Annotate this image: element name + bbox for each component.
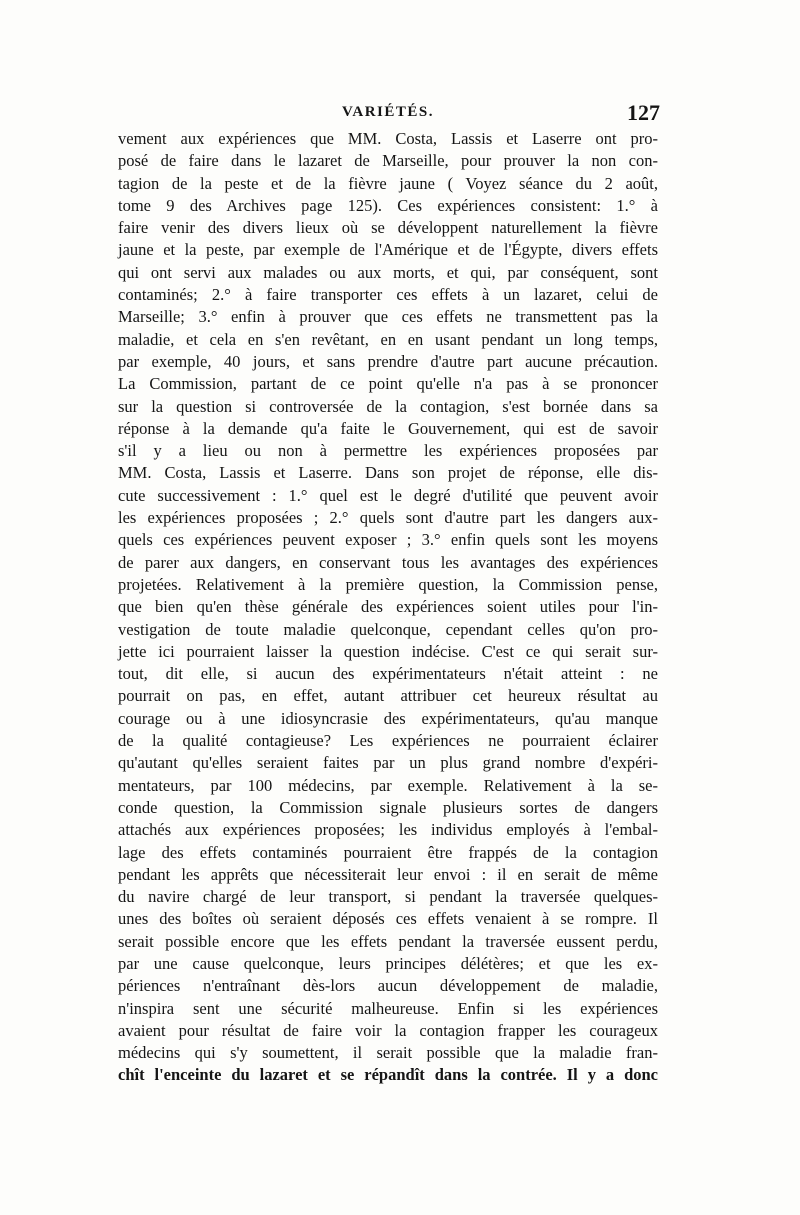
page-number: 127 <box>627 100 660 125</box>
text-line: Marseille; 3.° enfin à prouver que ces effets ne transmettent pas la <box>118 307 658 327</box>
text-line: réponse à la demande qu'a faite le Gouvernement, qui est de savoir <box>118 418 658 438</box>
text-line: s'il y a lieu ou non à permettre les expériences proposées par <box>118 441 658 461</box>
text-line: posé de faire dans le lazaret de Marseille, pour prouver la non con- <box>118 151 658 171</box>
text-line: qu'autant qu'elles seraient faites par un plus grand nombre d'expéri- <box>118 753 658 773</box>
text-line: que bien qu'en thèse générale des expériences soient utiles pour l'in- <box>118 597 658 617</box>
text-line: conde question, la Commission signale plusieurs sortes de dangers <box>118 797 658 817</box>
text-line: les expériences proposées ; 2.° quels sont d'autre part les dangers aux- <box>118 508 658 528</box>
text-line: lage des effets contaminés pourraient être frappés de la contagion <box>118 842 658 862</box>
text-line: de la qualité contagieuse? Les expériences ne pourraient éclairer <box>118 731 658 751</box>
text-line: serait possible encore que les effets pendant la traversée eussent perdu, <box>118 931 658 951</box>
text-line: courage ou à une idiosyncrasie des expérimentateurs, qu'au manque <box>118 708 658 728</box>
text-line: jaune et la peste, par exemple de l'Amérique et de l'Égypte, divers effets <box>118 240 658 260</box>
text-line: MM. Costa, Lassis et Laserre. Dans son projet de réponse, elle dis- <box>118 463 658 483</box>
text-line: cute successivement : 1.° quel est le degré d'utilité que peuvent avoir <box>118 485 658 505</box>
text-line: par exemple, 40 jours, et sans prendre d'autre part aucune précaution. <box>118 351 658 371</box>
text-line: n'inspira sent une sécurité malheureuse. Enfin si les expériences <box>118 998 658 1018</box>
text-line: projetées. Relativement à la première question, la Commission pense, <box>118 574 658 594</box>
text-line: médecins qui s'y soumettent, il serait possible que la maladie fran- <box>118 1043 658 1063</box>
text-line: vestigation de toute maladie quelconque, cependant celles qu'on pro- <box>118 619 658 639</box>
text-line: qui ont servi aux malades ou aux morts, et qui, par conséquent, sont <box>118 262 658 282</box>
text-line: de parer aux dangers, en conservant tous les avantages des expériences <box>118 552 658 572</box>
text-line: maladie, et cela en s'en revêtant, en en usant pendant un long temps, <box>118 329 658 349</box>
text-line: quels ces expériences peuvent exposer ; 3.° enfin quels sont les moyens <box>118 530 658 550</box>
text-line: unes des boîtes où seraient déposés ces effets venaient à se rompre. Il <box>118 909 658 929</box>
text-line: sur la question si controversée de la contagion, s'est bornée dans sa <box>118 396 658 416</box>
body-text <box>118 128 658 1087</box>
section-title: VARIÉTÉS. <box>341 104 434 120</box>
text-line: contaminés; 2.° à faire transporter ces effets à un lazaret, celui de <box>118 285 658 305</box>
text-line: vement aux expériences que MM. Costa, Lassis et Laserre ont pro- <box>118 129 658 148</box>
text-line: jette ici pourraient laisser la question indécise. C'est ce qui serait sur- <box>118 641 658 661</box>
text-line: tout, dit elle, si aucun des expérimentateurs n'était atteint : ne <box>118 664 658 684</box>
text-line: mentateurs, par 100 médecins, par exemple. Relativement à la se- <box>118 775 658 795</box>
text-line: périences n'entraînant dès-lors aucun développement de maladie, <box>118 976 658 996</box>
text-line: du navire chargé de leur transport, si pendant la traversée quelques- <box>118 887 658 907</box>
text-line: tome 9 des Archives page 125). Ces expériences consistent: 1.° à <box>118 195 658 215</box>
text-line: faire venir des divers lieux où se développent naturellement la fièvre <box>118 218 658 238</box>
text-line: pourrait on pas, en effet, autant attribuer cet heureux résultat au <box>118 686 658 706</box>
text-line: par une cause quelconque, leurs principes délétères; et que les ex- <box>118 953 658 973</box>
text-line: La Commission, partant de ce point qu'elle n'a pas à se prononcer <box>118 374 658 394</box>
text-line: avaient pour résultat de faire voir la contagion frapper les courageux <box>118 1020 658 1040</box>
text-line: chît l'enceinte du lazaret et se répandît dans la contrée. Il y a donc <box>118 1065 658 1085</box>
running-head <box>118 98 658 126</box>
text-line: pendant les apprêts que nécessiterait leur envoi : il en serait de même <box>118 864 658 884</box>
text-line: tagion de la peste et de la fièvre jaune ( Voyez séance du 2 août, <box>118 173 658 193</box>
text-line: attachés aux expériences proposées; les individus employés à l'embal- <box>118 820 658 840</box>
